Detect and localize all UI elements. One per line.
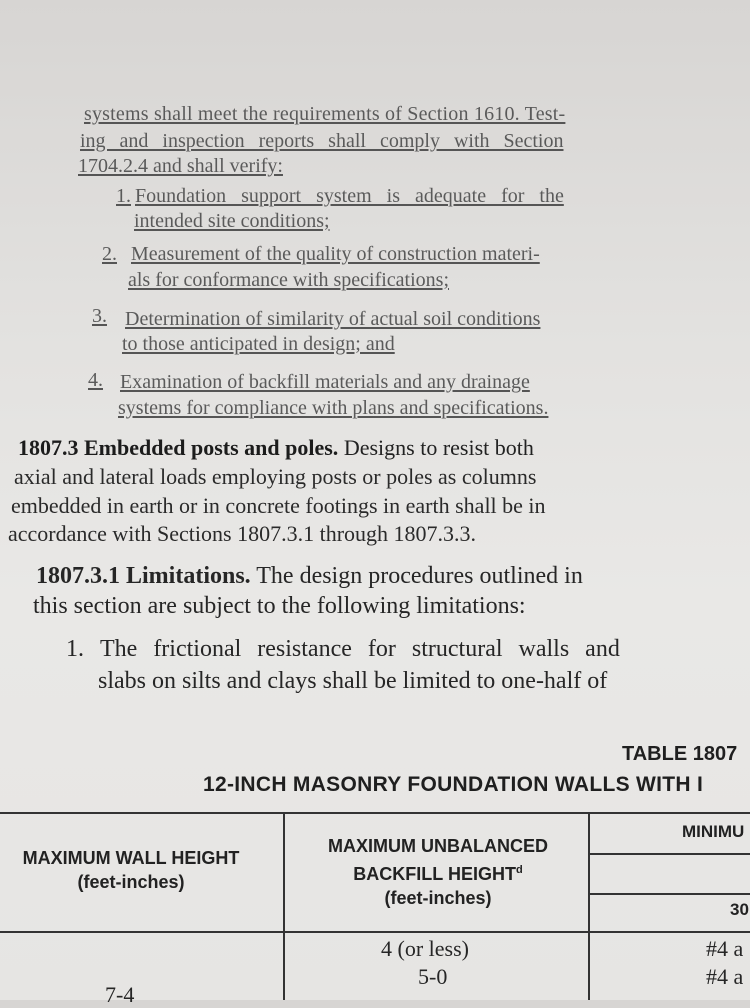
section-1807-3-text-1: Designs to resist both xyxy=(338,435,534,460)
section-1807-3-line-4: accordance with Sections 1807.3.1 through 1807.3.3. xyxy=(8,521,477,546)
section-1807-3-line-3: embedded in earth or in concrete footings in earth shall be in xyxy=(11,493,546,518)
table-col-divider-1 xyxy=(283,812,285,1000)
col-minimum-header: MINIMU xyxy=(682,822,745,841)
footnote-d-marker: d xyxy=(515,864,523,876)
revision-intro-line-2: ing and inspection reports shall comply with Section xyxy=(80,130,564,152)
revision-item-4-num: 4. xyxy=(88,369,103,391)
section-1807-3-1-line-2: this section are subject to the following limitations: xyxy=(33,593,526,619)
col-minimum-sub-30: 30 xyxy=(730,900,749,919)
table-top-border xyxy=(0,812,750,814)
limitation-item-1-line-1: The frictional resistance for structural walls and xyxy=(100,636,620,662)
limitation-item-1-line-2: slabs on silts and clays shall be limited to one-half of xyxy=(98,668,608,694)
table-title: 12-INCH MASONRY FOUNDATION WALLS WITH I xyxy=(203,773,704,796)
col-backfill-header-line-1: MAXIMUM UNBALANCED xyxy=(328,836,548,856)
table-label: TABLE 1807 xyxy=(622,743,738,765)
revision-item-3-line-2: to those anticipated in design; and xyxy=(122,333,395,355)
col-wall-height-header-line-1: MAXIMUM WALL HEIGHT xyxy=(22,848,240,868)
row-2-min: #4 a xyxy=(706,964,744,989)
col-wall-height-header-line-2: (feet-inches) xyxy=(77,872,185,892)
masonry-table xyxy=(0,812,750,1007)
section-1807-3-heading: 1807.3 Embedded posts and poles. xyxy=(18,435,339,460)
col-wall-height-header xyxy=(0,846,262,894)
revision-item-1-num: 1. xyxy=(116,185,131,207)
row-2-wall-height: 7-4 xyxy=(105,982,135,1007)
revision-intro-line-1: systems shall meet the requirements of Section 1610. Test- xyxy=(84,103,566,125)
col-backfill-header-line-2: BACKFILL HEIGHT$^d$ xyxy=(353,864,523,884)
revision-item-1-line-1: Foundation support system is adequate for the xyxy=(135,185,564,207)
section-1807-3-1-line-1 xyxy=(36,563,583,590)
row-1-min: #4 a xyxy=(706,936,744,961)
section-1807-3-1-text-1: The design procedures outlined in xyxy=(250,563,583,589)
revision-item-4-line-1: Examination of backfill materials and any drainage xyxy=(120,371,530,393)
table-subheader-line-2 xyxy=(590,893,750,895)
revision-item-1-line-2: intended site conditions; xyxy=(134,210,330,232)
table-subheader-line-1 xyxy=(590,853,750,855)
col-backfill-header xyxy=(288,834,588,910)
section-1807-3-1-heading: 1807.3.1 Limitations. xyxy=(36,563,251,589)
table-header-bottom-border xyxy=(0,931,750,933)
revision-item-3-num: 3. xyxy=(92,305,107,327)
row-1-backfill: 4 (or less) xyxy=(381,936,469,961)
revision-item-2-num: 2. xyxy=(102,243,117,265)
revision-item-2-line-2: als for conformance with specifications; xyxy=(128,269,449,291)
revision-item-2-line-1: Measurement of the quality of construction materi- xyxy=(131,243,540,265)
section-1807-3-line-2: axial and lateral loads employing posts or poles as columns xyxy=(14,464,537,489)
table-col-divider-2 xyxy=(588,812,590,1000)
row-2-backfill: 5-0 xyxy=(418,964,448,989)
limitation-item-1-num: 1. xyxy=(66,636,84,662)
revision-item-3-line-1: Determination of similarity of actual soil conditions xyxy=(125,308,541,330)
section-1807-3-line-1 xyxy=(18,435,534,461)
revision-intro-line-3: 1704.2.4 and shall verify: xyxy=(78,155,283,177)
col-backfill-header-line-3: (feet-inches) xyxy=(384,888,492,908)
revision-item-4-line-2: systems for compliance with plans and specifications. xyxy=(118,397,549,419)
